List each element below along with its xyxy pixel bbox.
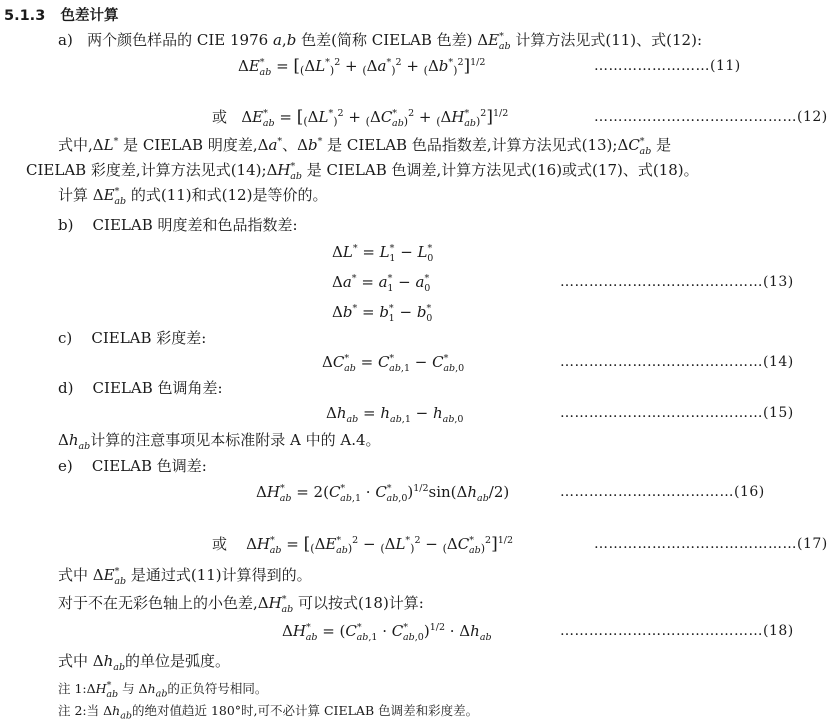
equation-13-a: $\Delta a^* = a^*_1 - a^*_0$ xyxy=(332,273,431,294)
equation-18: $\Delta H^*_{ab} = (C^*_{ab,1} \cdot C^*_{ab,0})^{1/2} \cdot \Delta h_{ab}$ xyxy=(282,622,492,643)
note-2: 注 2:当 $\Delta h_{ab}$的绝对值趋近 180°时,可不必计算 CIELAB 色调差和彩度差。 xyxy=(58,703,479,722)
note-1: 注 $1:\Delta H^*_{ab}$ 与 $\Delta h_{ab}$的正负符号相同。 xyxy=(58,679,268,700)
item-a-label: a) xyxy=(58,31,73,49)
note-text: 的正负符号相同。 xyxy=(167,681,268,696)
equation-12: 或 $\Delta E^*_{ab} = [_(\Delta L^*_)^2 + _(\Delta C^*_{ab)}^2 + _(\Delta H^*_{ab)}^2]^{1/2}$ xyxy=(212,107,509,129)
para-text: 是通过式(11)计算得到的。 xyxy=(130,566,312,584)
equation-15-number: ……………………………………(15) xyxy=(560,405,794,421)
paragraph-hab-note: $\Delta h_{ab}$计算的注意事项见本标准附录 A 中的 A.4。 xyxy=(58,431,381,452)
item-a-text-1: 两个颜色样品的 CIE 1976 xyxy=(87,31,269,49)
para-text: 式中, xyxy=(58,136,93,154)
item-d-label: d) xyxy=(58,379,74,397)
or-word-12: 或 xyxy=(212,108,228,126)
equation-18-number: ……………………………………(18) xyxy=(560,623,794,639)
equation-17-number: ……………………………………(17) xyxy=(594,536,828,552)
equation-16: $\Delta H^*_{ab} = 2(C^*_{ab,1} \cdot C^*_{ab,0})^{1/2}\sin(\Delta h_{ab}/2)$ xyxy=(256,483,510,504)
paragraph-symbols-line2: CIELAB 彩度差,计算方法见式$(14);\Delta H^*_{ab}$ 是 CIELAB 色调差,计算方法见式(16)或式(17)、式(18)。 xyxy=(26,161,699,182)
item-e-text: CIELAB 色调差: xyxy=(91,457,207,475)
para-text: 计算的注意事项见本标准附录 A 中的 A.4。 xyxy=(90,431,381,449)
item-b-text: CIELAB 明度差和色品指数差: xyxy=(92,216,298,234)
paragraph-equivalence: 计算 $\Delta E^*_{ab}$ 的式(11)和式(12)是等价的。 xyxy=(58,186,328,207)
para-text: 是 CIELAB 色调差,计算方法见式(16)或式(17)、式(18)。 xyxy=(306,161,699,179)
equation-13-L: $\Delta L^* = L^*_1 - L^*_0$ xyxy=(332,243,434,264)
para-text: 的式(11)和式(12)是等价的。 xyxy=(130,186,328,204)
or-word-17: 或 xyxy=(212,535,228,553)
item-c xyxy=(58,328,206,348)
note-text: 注 1: xyxy=(58,681,87,696)
note-text: 注 2:当 xyxy=(58,703,100,718)
equation-17: 或 $\Delta H^*_{ab} = [_(\Delta E^*_{ab)}^2 - _(\Delta L^*_)^2 - _(\Delta C^*_{ab)}^2]^{1/2}$ xyxy=(212,534,514,556)
section-title: 色差计算 xyxy=(60,8,119,24)
para-text: CIELAB 彩度差,计算方法见式(14); xyxy=(26,161,267,179)
equation-11-number: ……………………(11) xyxy=(594,58,741,74)
note-text: 与 xyxy=(122,681,135,696)
item-e xyxy=(58,456,207,476)
section-heading xyxy=(4,6,118,26)
item-c-text: CIELAB 彩度差: xyxy=(91,329,207,347)
item-a-text-2: 色差(简称 CIELAB 色差) xyxy=(301,31,473,49)
item-b-label: b) xyxy=(58,216,74,234)
equation-13-b: $\Delta b^* = b^*_1 - b^*_0$ xyxy=(332,303,433,324)
para-text: 是 CIELAB 色品指数差,计算方法见式(13); xyxy=(327,136,618,154)
equation-14: $\Delta C^*_{ab} = C^*_{ab,1} - C^*_{ab,0}$ xyxy=(322,353,465,374)
para-text: 计算 xyxy=(58,186,89,204)
item-d-text: CIELAB 色调角差: xyxy=(92,379,223,397)
equation-11: $\Delta E^*_{ab} = [_(\Delta L^*_)^2 + _(\Delta a^*_)^2 + _(\Delta b^*_)^2]^{1/2}$ xyxy=(238,56,486,78)
item-a: a) 两个颜色样品的 CIE 1976 a,b 色差(简称 CIELAB 色差) $\Delta E^*_{ab}$ 计算方法见式(11)、式(12): xyxy=(58,31,702,52)
item-a-text-3: 计算方法见式(11)、式(12): xyxy=(515,31,702,49)
paragraph-eq17-note: 式中 $\Delta E^*_{ab}$ 是通过式(11)计算得到的。 xyxy=(58,566,312,587)
equation-14-number: ……………………………………(14) xyxy=(560,354,794,370)
equation-15: $\Delta h_{ab} = h_{ab,1} - h_{ab,0}$ xyxy=(326,404,464,425)
para-text: 是 xyxy=(656,136,672,154)
equation-12-number: ……………………………………(12) xyxy=(594,109,828,125)
item-b xyxy=(58,215,298,235)
para-text: 的单位是弧度。 xyxy=(125,652,231,670)
item-d xyxy=(58,378,223,398)
item-e-label: e) xyxy=(58,457,73,475)
para-text: 是 CIELAB 明度差, xyxy=(123,136,258,154)
note-text: 的绝对值趋近 180°时,可不必计算 CIELAB 色调差和彩度差。 xyxy=(131,703,479,718)
equation-16-number: ………………………………(16) xyxy=(560,484,765,500)
item-c-label: c) xyxy=(58,329,73,347)
para-text: 式中 xyxy=(58,566,89,584)
para-text: 可以按式(18)计算: xyxy=(298,594,424,612)
paragraph-symbols-line1: 式中,ΔL* 是 CIELAB 明度差,Δa*、Δb* 是 CIELAB 色品指数差,计算方法见式$(13);\Delta C^*_{ab}$ 是 xyxy=(58,136,672,157)
paragraph-radian-unit: 式中 $\Delta h_{ab}$的单位是弧度。 xyxy=(58,652,231,673)
para-text: 对于不在无彩色轴上的小色差, xyxy=(58,594,258,612)
equation-13-number: ……………………………………(13) xyxy=(560,274,794,290)
section-number: 5.1.3 xyxy=(4,8,46,24)
paragraph-small-diff: 对于不在无彩色轴上的小色差$,\Delta H^*_{ab}$ 可以按式(18)计算: xyxy=(58,594,424,615)
para-text: 式中 xyxy=(58,652,89,670)
